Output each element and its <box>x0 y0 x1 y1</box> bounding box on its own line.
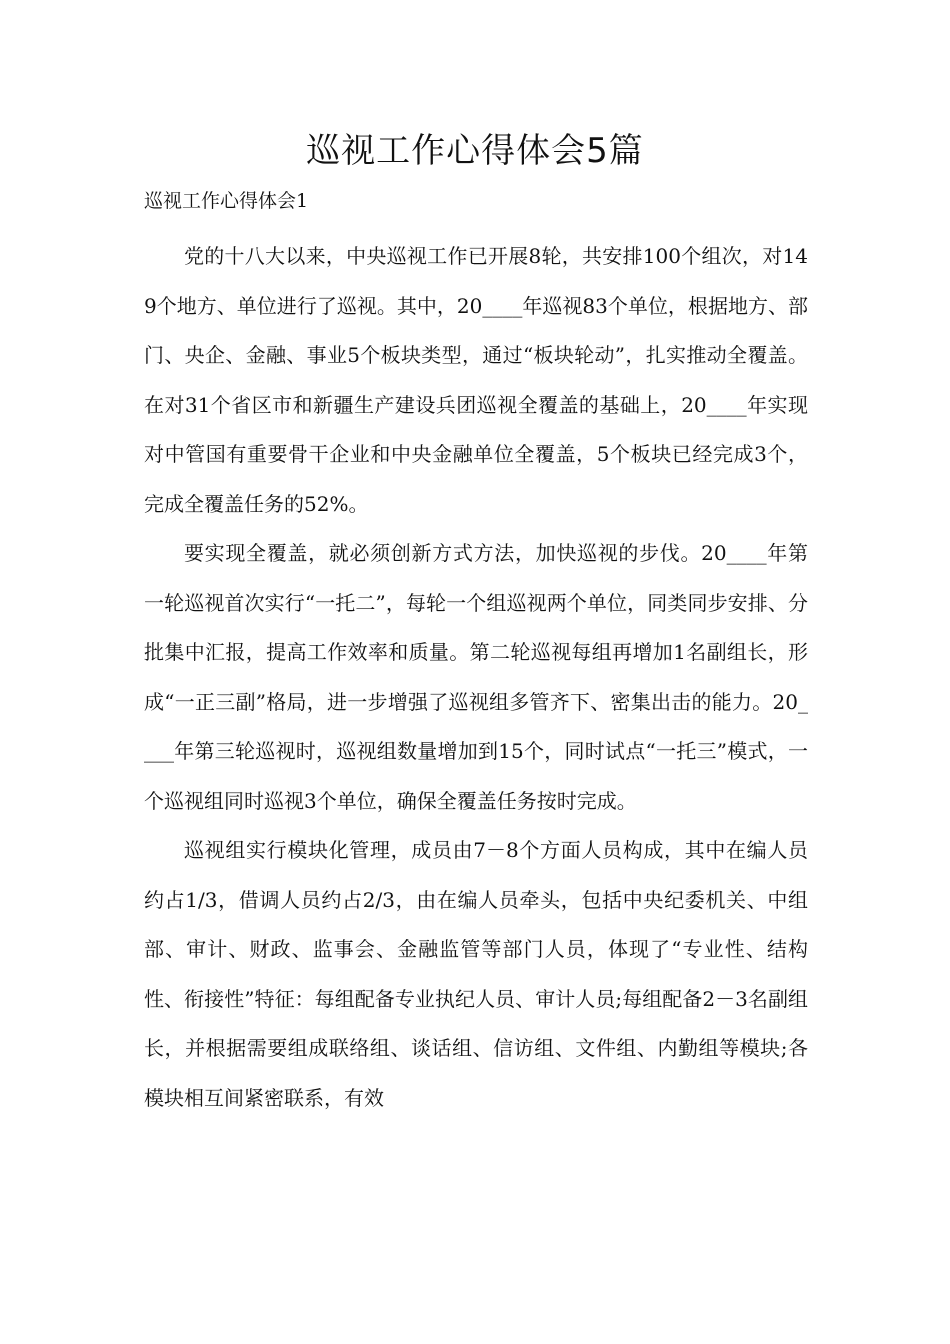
section-heading: 巡视工作心得体会1 <box>144 190 309 212</box>
paragraph-1: 党的十八大以来，中央巡视工作已开展8轮，共安排100个组次，对149个地方、单位进行了巡视。其中，20____年巡视83个单位，根据地方、部门、央企、金融、事业5个板块类型，通过“板块轮动”，扎实推动全覆盖。在对31个省区市和新疆生产建设兵团巡视全覆盖的基础上，20____年实现对中管国有重要骨干企业和中央金融单位全覆盖，5个板块已经完成3个，完成全覆盖任务的52%。 <box>144 244 808 516</box>
paragraph-3: 巡视组实行模块化管理，成员由7－8个方面人员构成，其中在编人员约占1/3，借调人员约占2/3，由在编人员牵头，包括中央纪委机关、中组部、审计、财政、监事会、金融监管等部门人员，体现了“专业性、结构性、衔接性”特征：每组配备专业执纪人员、审计人员;每组配备2－3名副组长，并根据需要组成联络组、谈话组、信访组、文件组、内勤组等模块;各模块相互间紧密联系，有效 <box>144 838 808 1110</box>
paragraph-2: 要实现全覆盖，就必须创新方式方法，加快巡视的步伐。20____年第一轮巡视首次实行“一托二”，每轮一个组巡视两个单位，同类同步安排、分批集中汇报，提高工作效率和质量。第二轮巡视每组再增加1名副组长，形成“一正三副”格局，进一步增强了巡视组多管齐下、密集出击的能力。20____年第三轮巡视时，巡视组数量增加到15个，同时试点“一托三”模式，一个巡视组同时巡视3个单位，确保全覆盖任务按时完成。 <box>144 541 808 813</box>
document-title: 巡视工作心得体会5篇 <box>306 131 644 171</box>
document-body <box>144 232 808 1123</box>
